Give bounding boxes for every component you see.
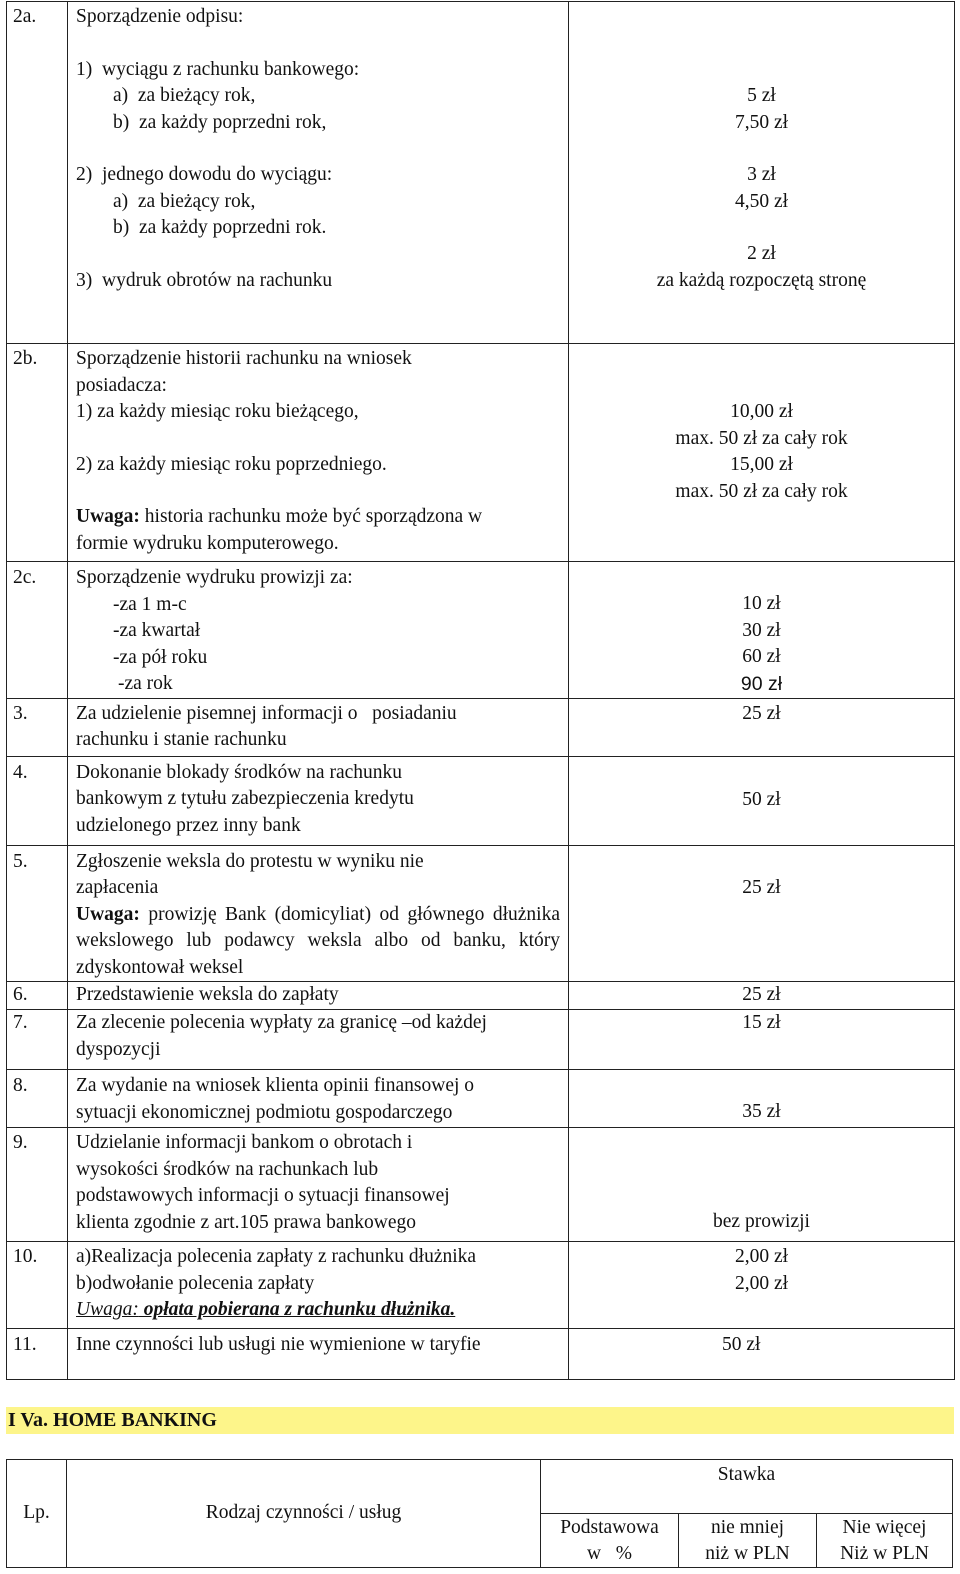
row-description (68, 1128, 569, 1242)
desc-line: posiadacza: (76, 374, 167, 396)
row-description (68, 562, 569, 699)
table-row (7, 756, 955, 845)
fee-value: 50 zł (742, 789, 781, 811)
desc-line: 2) za każdy miesiąc roku poprzedniego. (76, 453, 387, 475)
row-fee (569, 2, 955, 344)
note-text: historia rachunku może być sporządzona w (139, 506, 483, 527)
table-row (7, 845, 955, 982)
row-title: Sporządzenie odpisu: (76, 6, 244, 27)
col-max (817, 1514, 953, 1568)
header-line: Nie więcej (842, 1516, 927, 1538)
fee-value: 10 zł (742, 593, 781, 614)
desc-line: Inne czynności lub usługi nie wymienione w taryfie (76, 1334, 481, 1355)
fee-value: 25 zł (742, 984, 781, 1005)
fee-value: 2,00 zł (734, 1246, 789, 1267)
fee-note: za każdą rozpoczętą stronę (656, 269, 867, 291)
col-min (679, 1514, 817, 1568)
note-label: Uwaga: (76, 903, 140, 925)
desc-line: Zgłoszenie weksla do protestu w wyniku nie (76, 850, 424, 872)
list-item: a) za bieżący rok, (113, 190, 256, 212)
desc-line: podstawowych informacji o sytuacji finansowej (76, 1185, 450, 1206)
fee-note: max. 50 zł za cały rok (675, 427, 848, 449)
desc-line: klienta zgodnie z art.105 prawa bankowego (76, 1211, 417, 1233)
row-number: 2b. (7, 344, 68, 562)
desc-line: a)Realizacja polecenia zapłaty z rachunku dłużnika (76, 1246, 477, 1267)
desc-line: Przedstawienie weksla do zapłaty (76, 984, 339, 1005)
table-row (7, 1010, 955, 1070)
fee-value: 7,50 zł (734, 111, 789, 133)
row-description (68, 756, 569, 845)
fee-value: 90 zł (740, 672, 783, 695)
desc-line: -za rok (118, 673, 173, 694)
row-number: 2c. (7, 562, 68, 699)
col-description: Rodzaj czynności / usług (67, 1460, 541, 1568)
desc-line: dyspozycji (76, 1038, 161, 1060)
row-fee (569, 1128, 955, 1242)
row-fee (569, 344, 955, 562)
row-number: 9. (7, 1128, 68, 1242)
desc-line: rachunku i stanie rachunku (76, 729, 287, 750)
row-description (68, 845, 569, 982)
row-fee (569, 1070, 955, 1128)
col-percent (541, 1514, 679, 1568)
desc-line: 1) za każdy miesiąc roku bieżącego, (76, 401, 359, 422)
desc-line: Dokonanie blokady środków na rachunku (76, 761, 403, 783)
table-row (7, 562, 955, 699)
fee-value: 60 zł (742, 646, 781, 667)
fee-value: 15,00 zł (730, 454, 793, 475)
table-row (7, 1128, 955, 1242)
fee-value: 4,50 zł (734, 190, 789, 212)
header-line: Niż w PLN (840, 1542, 929, 1564)
fee-value: 30 zł (742, 619, 781, 641)
row-number: 11. (7, 1329, 68, 1380)
desc-line: wysokości środków na rachunkach lub (76, 1158, 379, 1180)
desc-line: Sporządzenie wydruku prowizji za: (76, 567, 353, 588)
row-number: 4. (7, 756, 68, 845)
fee-value: 15 zł (742, 1012, 781, 1033)
row-number: 8. (7, 1070, 68, 1128)
table-row (7, 698, 955, 756)
list-item: 2) jednego dowodu do wyciągu: (76, 164, 333, 185)
desc-line: zapłacenia (76, 877, 159, 898)
fee-value: 25 zł (742, 876, 781, 898)
fee-value: bez prowizji (713, 1211, 810, 1232)
fee-table (6, 1, 955, 1380)
row-fee (569, 756, 955, 845)
table-row (7, 1242, 955, 1329)
desc-line: b)odwołanie polecenia zapłaty (76, 1272, 315, 1294)
row-fee (569, 698, 955, 756)
fee-value: 35 zł (742, 1101, 781, 1122)
row-fee (569, 845, 955, 982)
row-number: 5. (7, 845, 68, 982)
header-line: niż w PLN (705, 1542, 790, 1564)
row-description (68, 2, 569, 344)
desc-line: -za pół roku (113, 646, 208, 668)
desc-line: sytuacji ekonomicznej podmiotu gospodarczego (76, 1101, 453, 1123)
header-line: Podstawowa (560, 1516, 659, 1538)
desc-line: -za 1 m-c (113, 593, 187, 615)
row-number: 6. (7, 982, 68, 1010)
table-row (7, 344, 955, 562)
note-text: prowizję Bank (domicyliat) od głównego dłużnika wekslowego lub podawcy weksla albo od banku, który zdyskontował weksel (76, 903, 560, 978)
row-fee (569, 1242, 955, 1329)
row-number: 2a. (7, 2, 68, 344)
row-number: 7. (7, 1010, 68, 1070)
row-description (68, 1329, 569, 1380)
list-item: b) za każdy poprzedni rok, (113, 111, 327, 133)
row-fee (569, 562, 955, 699)
fee-value: 2,00 zł (734, 1272, 789, 1294)
fee-value: 2 zł (747, 243, 776, 264)
row-fee (569, 1010, 955, 1070)
row-number: 3. (7, 698, 68, 756)
table-row (7, 982, 955, 1010)
note-text: opłata pobierana z rachunku dłużnika. (138, 1299, 456, 1320)
list-item: a) za bieżący rok, (113, 85, 256, 106)
row-fee (569, 982, 955, 1010)
note-label: Uwaga: (76, 1299, 139, 1320)
fee-value: 10,00 zł (730, 401, 793, 422)
fee-value: 25 zł (742, 702, 781, 724)
row-description (68, 1070, 569, 1128)
table-row (7, 1329, 955, 1380)
note-text: formie wydruku komputerowego. (76, 532, 339, 554)
desc-line: Sporządzenie historii rachunku na wniosek (76, 348, 412, 369)
desc-line: Za udzielenie pisemnej informacji o posiadaniu (76, 702, 457, 724)
row-description (68, 344, 569, 562)
col-rate: Stawka (541, 1460, 953, 1514)
section-heading: I Va. HOME BANKING (6, 1407, 954, 1434)
row-description (68, 1010, 569, 1070)
fee-value: 50 zł (722, 1334, 761, 1355)
desc-line: Za zlecenie polecenia wypłaty za granicę –od każdej (76, 1012, 487, 1033)
fee-value: 3 zł (747, 164, 776, 185)
row-description (68, 982, 569, 1010)
table-header-row (7, 1460, 953, 1514)
fee-value: 5 zł (747, 85, 776, 106)
row-fee (569, 1329, 955, 1380)
list-item: b) za każdy poprzedni rok. (113, 217, 327, 238)
header-line: w % (587, 1542, 632, 1564)
desc-line: -za kwartał (113, 620, 201, 641)
table-row (7, 1070, 955, 1128)
row-number: 10. (7, 1242, 68, 1329)
table-row (7, 2, 955, 344)
list-item: 3) wydruk obrotów na rachunku (76, 269, 333, 291)
row-description (68, 698, 569, 756)
list-item: 1) wyciągu z rachunku bankowego: (76, 58, 360, 80)
desc-line: Za wydanie na wniosek klienta opinii finansowej o (76, 1075, 475, 1096)
col-lp: Lp. (7, 1460, 67, 1568)
desc-line: Udzielanie informacji bankom o obrotach i (76, 1132, 413, 1153)
header-line: nie mniej (710, 1516, 785, 1538)
row-description (68, 1242, 569, 1329)
note-label: Uwaga: (76, 506, 140, 527)
desc-line: udzielonego przez inny bank (76, 814, 301, 836)
home-banking-table (6, 1459, 953, 1568)
desc-line: bankowym z tytułu zabezpieczenia kredytu (76, 788, 414, 809)
fee-note: max. 50 zł za cały rok (675, 480, 848, 502)
